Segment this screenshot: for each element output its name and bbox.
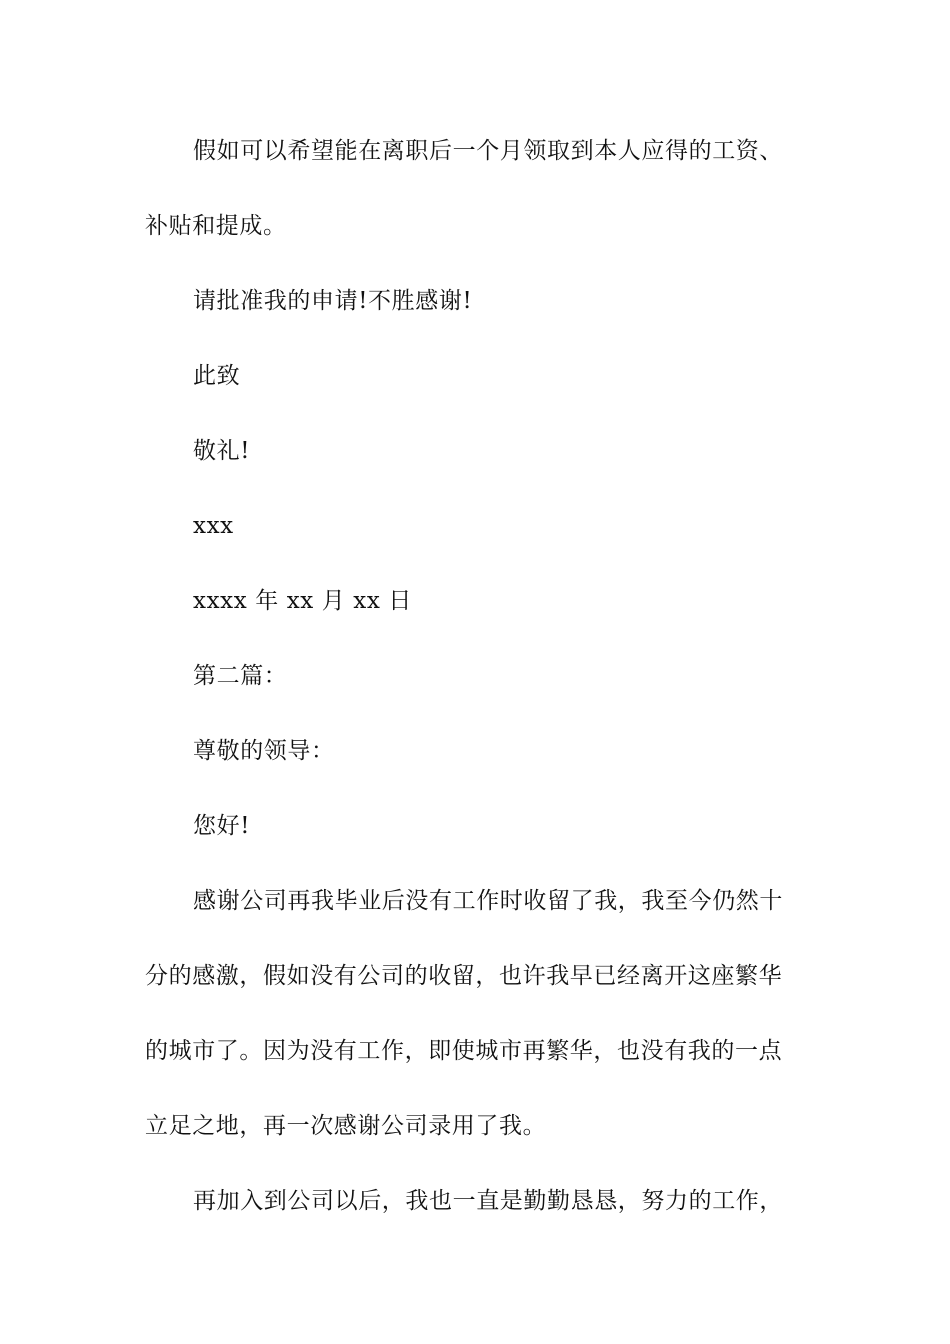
paragraph-11-line-1: 再加入到公司以后，我也一直是勤勤恳恳，努力的工作， [193, 1188, 783, 1214]
paragraph-3: 此致 [193, 363, 241, 389]
paragraph-1-line-2: 补贴和提成。 [145, 213, 287, 239]
section-heading: 第二篇： [193, 663, 288, 689]
signature-name: xxx [193, 513, 234, 539]
paragraph-10-line-3: 的城市了。因为没有工作，即使城市再繁华，也没有我的一点 [145, 1038, 783, 1064]
salutation: 尊敬的领导： [193, 738, 335, 764]
paragraph-2: 请批准我的申请!不胜感谢! [193, 288, 473, 314]
greeting: 您好! [193, 813, 251, 839]
paragraph-4: 敬礼! [193, 438, 251, 464]
paragraph-10-line-4: 立足之地，再一次感谢公司录用了我。 [145, 1113, 547, 1139]
paragraph-10-line-1: 感谢公司再我毕业后没有工作时收留了我，我至今仍然十 [193, 888, 783, 914]
paragraph-10-line-2: 分的感激，假如没有公司的收留，也许我早已经离开这座繁华 [145, 963, 783, 989]
paragraph-1-line-1: 假如可以希望能在离职后一个月领取到本人应得的工资、 [193, 138, 783, 164]
signature-date: xxxx 年 xx 月 xx 日 [193, 588, 412, 614]
